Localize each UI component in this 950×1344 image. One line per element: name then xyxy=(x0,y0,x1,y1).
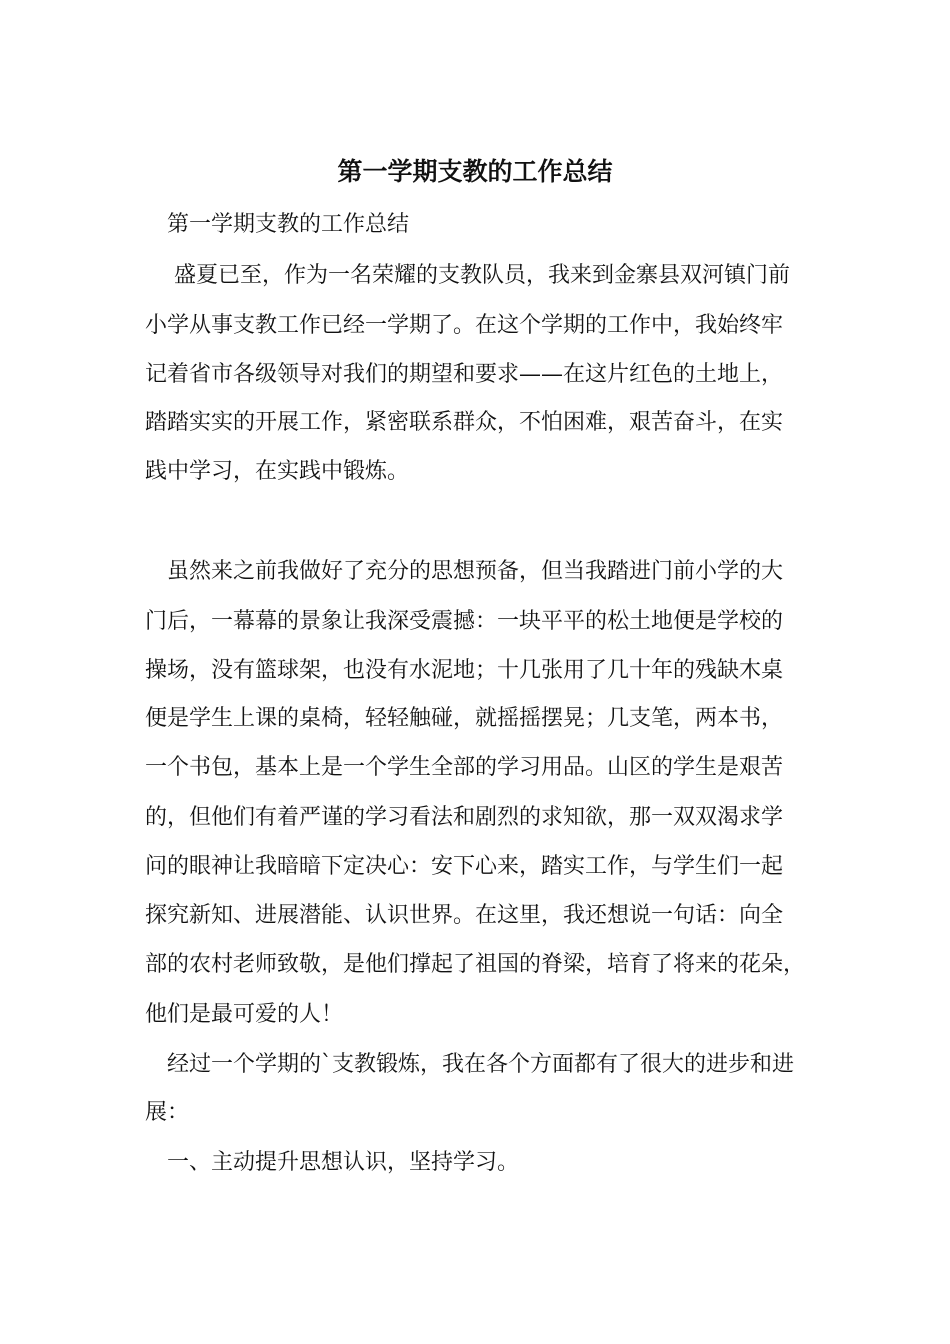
paragraph-2-line-2: 门后，一幕幕的景象让我深受震撼：一块平平的松土地便是学校的 xyxy=(145,609,784,634)
paragraph-1-line-3: 记着省市各级领导对我们的期望和要求——在这片红色的土地上， xyxy=(145,362,784,387)
paragraph-1-line-2: 小学从事支教工作已经一学期了。在这个学期的工作中，我始终牢 xyxy=(145,313,784,338)
paragraph-1-line-4: 踏踏实实的开展工作，紧密联系群众，不怕困难，艰苦奋斗，在实 xyxy=(145,410,784,435)
paragraph-2-line-8: 探究新知、进展潜能、认识世界。在这里，我还想说一句话：向全 xyxy=(145,903,784,928)
document-title: 第一学期支教的工作总结 xyxy=(337,157,613,186)
paragraph-2-line-3: 操场，没有篮球架，也没有水泥地；十几张用了几十年的残缺木桌 xyxy=(145,658,784,683)
paragraph-2-line-7: 问的眼神让我暗暗下定决心：安下心来，踏实工作，与学生们一起 xyxy=(145,854,784,879)
paragraph-3-line-1: 经过一个学期的`支教锻炼，我在各个方面都有了很大的进步和进 xyxy=(145,1052,795,1077)
paragraph-2-line-9: 部的农村老师致敬，是他们撑起了祖国的脊梁，培育了将来的花朵， xyxy=(145,952,806,977)
paragraph-2-line-4: 便是学生上课的桌椅，轻轻触碰，就摇摇摆晃；几支笔，两本书， xyxy=(145,706,784,731)
paragraph-2-line-6: 的，但他们有着严谨的学习看法和剧烈的求知欲，那一双双渴求学 xyxy=(145,805,784,830)
subtitle-line: 第一学期支教的工作总结 xyxy=(145,212,410,237)
paragraph-2-line-10: 他们是最可爱的人！ xyxy=(145,1002,344,1027)
paragraph-2-line-5: 一个书包，基本上是一个学生全部的学习用品。山区的学生是艰苦 xyxy=(145,755,784,780)
section-heading-1: 一、主动提升思想认识，坚持学习。 xyxy=(145,1150,520,1175)
paragraph-2-line-1: 虽然来之前我做好了充分的思想预备，但当我踏进门前小学的大 xyxy=(145,559,784,584)
paragraph-1-line-1: 盛夏已至，作为一名荣耀的支教队员，我来到金寨县双河镇门前 xyxy=(145,263,790,288)
paragraph-3-line-2: 展： xyxy=(145,1100,190,1125)
paragraph-1-line-5: 践中学习，在实践中锻炼。 xyxy=(145,459,410,484)
